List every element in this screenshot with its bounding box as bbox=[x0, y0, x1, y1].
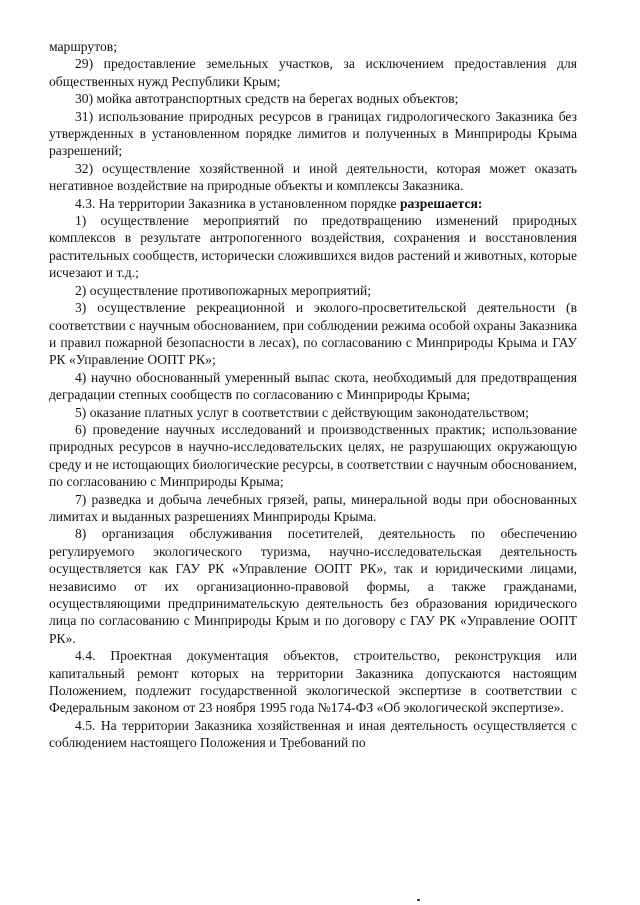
paragraph-allowed-4: 4) научно обоснованный умеренный выпас скота, необходимый для предотвращения деградации степных сообществ по согласованию с Минприроды Крыма; bbox=[49, 369, 577, 403]
paragraph-item-32: 32) осуществление хозяйственной и иной деятельности, которая может оказать негативное воздействие на природные объекты и комплексы Заказника. bbox=[49, 160, 577, 194]
section-4-3-heading bbox=[49, 195, 577, 212]
paragraph-allowed-6: 6) проведение научных исследований и производственных практик; использование природных ресурсов в научно-исследовательских целях, не разрушающих окружающую среду и не истощающих биологические ресурсы, в соответствии с научным обоснованием, по согласованию с Минприроды Крыма; bbox=[49, 421, 577, 490]
paragraph-allowed-3: 3) осуществление рекреационной и эколого-просветительской деятельности (в соответствии с научным обоснованием, при соблюдении режима особой охраны Заказника и правил пожарной безопасности в лесах), по согласованию с Минприроды Крыма и ГАУ РК «Управление ООПТ РК»; bbox=[49, 300, 577, 368]
section-4-3-bold-word: разрешается: bbox=[399, 195, 483, 211]
section-4-4: 4.4. Проектная документация объектов, строительство, реконструкция или капитальный ремонт которых на территории Заказника допускаются настоящим Положением, подлежит государственной экологической экспертизе в соответствии с Федеральным законом от 23 ноября 1995 года №174-ФЗ «Об экологической экспертизе». bbox=[49, 648, 577, 716]
paragraph-allowed-1: 1) осуществление мероприятий по предотвращению изменений природных комплексов в результате антропогенного воздействия, сохранения и восстановления растительных сообществ, исторически сложившихся видов растений и животных, которые исчезают и т.д.; bbox=[49, 213, 577, 281]
paragraph-item-30: 30) мойка автотранспортных средств на берегах водных объектов; bbox=[75, 91, 459, 107]
paragraph-item-31: 31) использование природных ресурсов в границах гидрологического Заказника без утвержденных в установленном порядке лимитов и полученных в Минприроды Крыма разрешений; bbox=[49, 108, 577, 159]
document-body bbox=[49, 38, 577, 752]
section-4-5: 4.5. На территории Заказника хозяйственная и иная деятельность осуществляется с соблюдением настоящего Положения и Требований по bbox=[49, 717, 577, 751]
paragraph-allowed-5: 5) оказание платных услуг в соответствии с действующим законодательством; bbox=[75, 404, 529, 420]
scan-artifact bbox=[417, 899, 420, 901]
paragraph-item-29: 29) предоставление земельных участков, за исключением предоставления для общественных нужд Республики Крым; bbox=[49, 56, 577, 89]
paragraph-allowed-7: 7) разведка и добыча лечебных грязей, рапы, минеральной воды при обоснованных лимитах и выданных разрешениях Минприроды Крыма. bbox=[49, 491, 577, 524]
paragraph-continuation: маршрутов; bbox=[49, 39, 117, 54]
paragraph-allowed-2: 2) осуществление противопожарных мероприятий; bbox=[75, 282, 372, 298]
paragraph-allowed-8: 8) организация обслуживания посетителей, деятельность по обеспечению регулируемого экологического туризма, научно-исследовательская деятельность осуществляется как ГАУ РК «Управление ООПТ РК», так и юридическими лицами, независимо от их организационно-правовой формы, а также гражданами, осуществляющими предпринимательскую деятельность без образования юридического лица по согласованию с Минприроды Крым и по договору с ГАУ РК «Управление ООПТ РК». bbox=[49, 526, 577, 646]
section-4-3-text: 4.3. На территории Заказника в установленном порядке bbox=[75, 195, 400, 211]
